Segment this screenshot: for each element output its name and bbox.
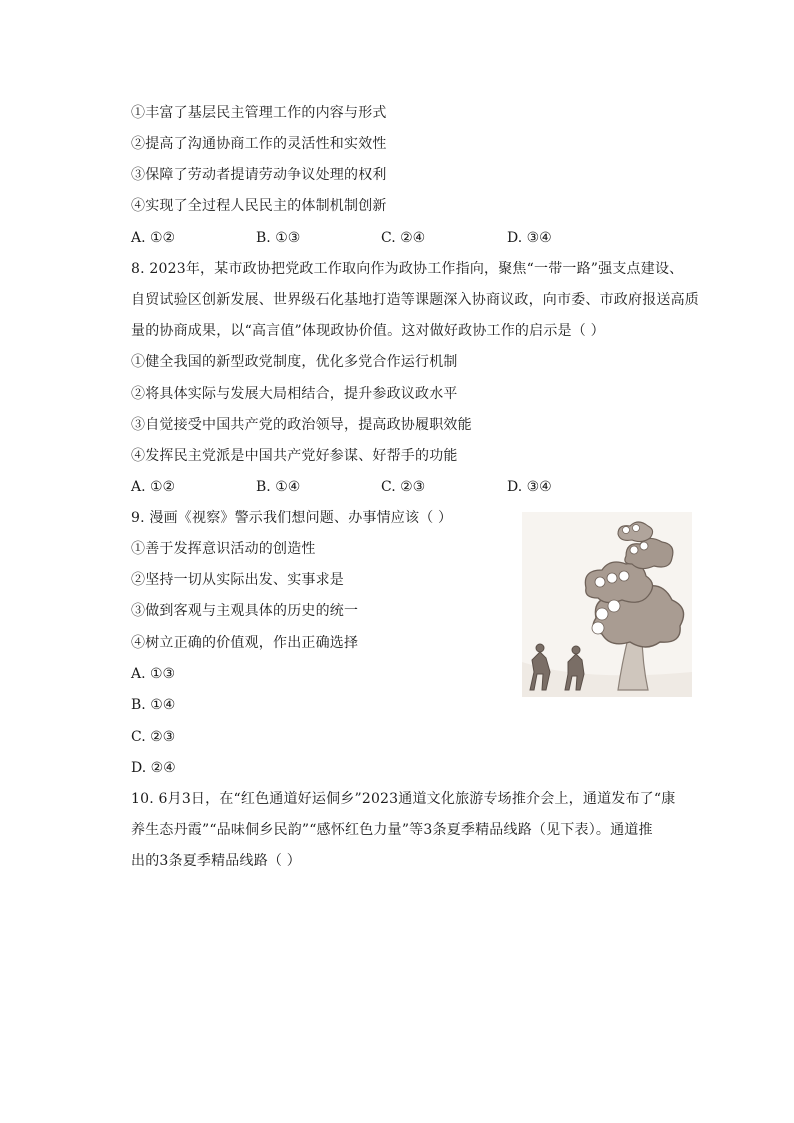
q10-stem-line-3: 出的3条夏季精品线路（ ）: [131, 853, 301, 869]
q9-option-b: B. ①④: [131, 697, 176, 713]
q9-statement-4: ④树立正确的价值观，作出正确选择: [131, 635, 359, 651]
q8-option-d: D. ③④: [507, 479, 552, 495]
q7-option-d: D. ③④: [507, 230, 552, 246]
q8-option-a: A. ①②: [131, 479, 176, 495]
q9-stem: 9. 漫画《视察》警示我们想问题、办事情应该（ ）: [131, 510, 453, 526]
q9-statement-1: ①善于发挥意识活动的创造性: [131, 541, 316, 557]
q9-statement-2: ②坚持一切从实际出发、实事求是: [131, 572, 344, 588]
q7-statement-4: ④实现了全过程人民民主的体制机制创新: [131, 198, 387, 214]
q7-option-b: B. ①③: [256, 230, 301, 246]
q10-stem-line-2: 养生态丹霞”“品味侗乡民韵”“感怀红色力量”等3条夏季精品线路（见下表）。通道推: [131, 822, 653, 838]
q8-stem-line-2: 自贸试验区创新发展、世界级石化基地打造等课题深入协商议政，向市委、市政府报送高质: [131, 292, 699, 308]
q7-statement-3: ③保障了劳动者提请劳动争议处理的权利: [131, 167, 387, 183]
q7-statement-2: ②提高了沟通协商工作的灵活性和实效性: [131, 136, 387, 152]
q7-option-c: C. ②④: [381, 230, 426, 246]
q9-option-a: A. ①③: [131, 666, 176, 682]
q8-option-c: C. ②③: [381, 479, 426, 495]
q8-statement-1: ①健全我国的新型政党制度，优化多党合作运行机制: [131, 354, 458, 370]
q8-statement-2: ②将具体实际与发展大局相结合，提升参政议政水平: [131, 386, 458, 402]
q8-statement-4: ④发挥民主党派是中国共产党好参谋、好帮手的功能: [131, 448, 458, 464]
cartoon-illustration: [522, 512, 692, 697]
q9-option-c: C. ②③: [131, 729, 176, 745]
q7-option-a: A. ①②: [131, 230, 176, 246]
q8-option-b: B. ①④: [256, 479, 301, 495]
q10-stem-line-1: 10. 6月3日，在“红色通道好运侗乡”2023通道文化旅游专场推介会上，通道发布了“康: [131, 791, 676, 807]
q8-statement-3: ③自觉接受中国共产党的政治领导，提高政协履职效能: [131, 417, 472, 433]
q8-stem-line-3: 量的协商成果，以“高言值”体现政协价值。这对做好政协工作的启示是（ ）: [131, 323, 605, 339]
q7-statement-1: ①丰富了基层民主管理工作的内容与形式: [131, 105, 387, 121]
q9-statement-3: ③做到客观与主观具体的历史的统一: [131, 603, 359, 619]
q9-option-d: D. ②④: [131, 760, 176, 776]
q8-stem-line-1: 8. 2023年，某市政协把党政工作取向作为政协工作指向，聚焦“一带一路”强支点建设、: [131, 261, 684, 277]
